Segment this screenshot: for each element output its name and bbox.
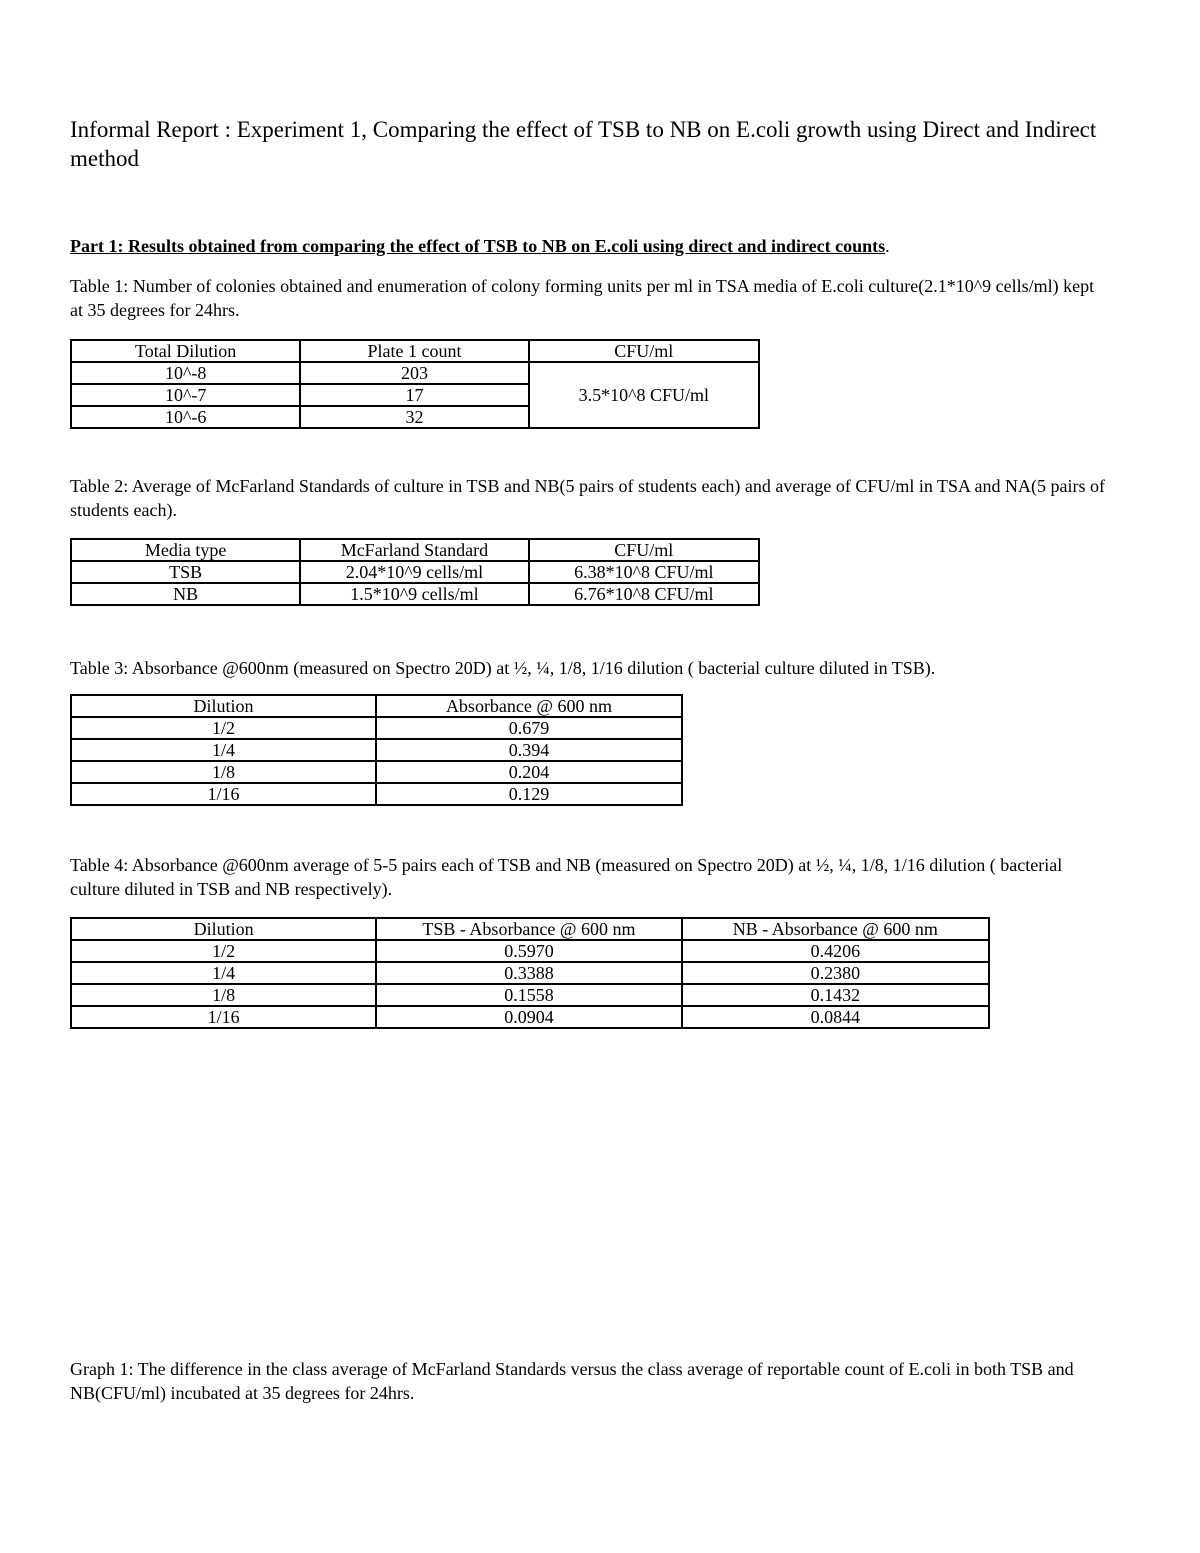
table-row: [71, 940, 989, 962]
table1: [70, 339, 760, 429]
table-row: [71, 583, 759, 605]
table4-dilution-cell: 1/4: [71, 962, 376, 984]
table4-caption: Table 4: Absorbance @600nm average of 5-5 pairs each of TSB and NB (measured on Spectro 20D) at ½, ¼, 1/8, 1/16 dilution ( bacterial culture diluted in TSB and NB respectively).: [70, 855, 1063, 899]
table1-count-cell: 32: [300, 406, 528, 428]
table2-cfu-cell: 6.76*10^8 CFU/ml: [529, 583, 759, 605]
table4-nb-cell: 0.2380: [682, 962, 989, 984]
table-row: [71, 362, 759, 384]
table4-dilution-cell: 1/16: [71, 1006, 376, 1028]
table4-nb-cell: 0.1432: [682, 984, 989, 1006]
table3-caption: Table 3: Absorbance @600nm (measured on Spectro 20D) at ½, ¼, 1/8, 1/16 dilution ( bacterial culture diluted in TSB).: [70, 658, 936, 678]
table4-tsb-cell: 0.5970: [376, 940, 681, 962]
table2-header-row: [71, 539, 759, 561]
table4-header-cell: TSB - Absorbance @ 600 nm: [376, 918, 681, 940]
table1-caption: Table 1: Number of colonies obtained and enumeration of colony forming units per ml in TSA media of E.coli culture(2.1*10^9 cells/ml) kept at 35 degrees for 24hrs.: [70, 276, 1095, 320]
table4-tsb-cell: 0.1558: [376, 984, 681, 1006]
table4-header-cell: NB - Absorbance @ 600 nm: [682, 918, 989, 940]
table3-dilution-cell: 1/8: [71, 761, 376, 783]
table-row: [71, 962, 989, 984]
table2-mcfarland-cell: 2.04*10^9 cells/ml: [300, 561, 528, 583]
table4-header-row: [71, 918, 989, 940]
table-row: [71, 739, 682, 761]
table1-count-cell: 203: [300, 362, 528, 384]
part1-heading: [70, 234, 890, 258]
table3-absorbance-cell: 0.679: [376, 717, 682, 739]
table-row: [71, 717, 682, 739]
table1-header-cell: Total Dilution: [71, 340, 300, 362]
table-row: [71, 984, 989, 1006]
table2-cfu-cell: 6.38*10^8 CFU/ml: [529, 561, 759, 583]
table3-dilution-cell: 1/4: [71, 739, 376, 761]
table3-absorbance-cell: 0.204: [376, 761, 682, 783]
table-row: [71, 783, 682, 805]
table1-header-cell: Plate 1 count: [300, 340, 528, 362]
part1-heading-period: .: [885, 236, 890, 256]
table3-absorbance-cell: 0.129: [376, 783, 682, 805]
page-title: Informal Report : Experiment 1, Comparing the effect of TSB to NB on E.coli growth using Direct and Indirect method: [70, 117, 1097, 171]
table-row: [71, 561, 759, 583]
table3-dilution-cell: 1/16: [71, 783, 376, 805]
table3-dilution-cell: 1/2: [71, 717, 376, 739]
table3-header-cell: Absorbance @ 600 nm: [376, 695, 682, 717]
table4-dilution-cell: 1/8: [71, 984, 376, 1006]
table2-header-cell: Media type: [71, 539, 300, 561]
table3-absorbance-cell: 0.394: [376, 739, 682, 761]
table4-header-cell: Dilution: [71, 918, 376, 940]
table1-cfu-merged-cell: 3.5*10^8 CFU/ml: [529, 362, 759, 428]
table4-tsb-cell: 0.3388: [376, 962, 681, 984]
table4-tsb-cell: 0.0904: [376, 1006, 681, 1028]
table1-header-row: [71, 340, 759, 362]
table1-header-cell: CFU/ml: [529, 340, 759, 362]
table2-caption: Table 2: Average of McFarland Standards of culture in TSB and NB(5 pairs of students each) and average of CFU/ml in TSA and NA(5 pairs of students each).: [70, 476, 1106, 520]
table4-dilution-cell: 1/2: [71, 940, 376, 962]
graph1-caption: Graph 1: The difference in the class average of McFarland Standards versus the class average of reportable count of E.coli in both TSB and NB(CFU/ml) incubated at 35 degrees for 24hrs.: [70, 1359, 1074, 1403]
table2-media-cell: NB: [71, 583, 300, 605]
table3-header-row: [71, 695, 682, 717]
table2-media-cell: TSB: [71, 561, 300, 583]
table4-nb-cell: 0.4206: [682, 940, 989, 962]
table2: [70, 538, 760, 606]
table3-header-cell: Dilution: [71, 695, 376, 717]
table1-dilution-cell: 10^-7: [71, 384, 300, 406]
table-row: [71, 761, 682, 783]
table4: [70, 917, 990, 1029]
table1-dilution-cell: 10^-6: [71, 406, 300, 428]
table2-header-cell: CFU/ml: [529, 539, 759, 561]
table1-dilution-cell: 10^-8: [71, 362, 300, 384]
table2-header-cell: McFarland Standard: [300, 539, 528, 561]
table4-nb-cell: 0.0844: [682, 1006, 989, 1028]
table-row: [71, 1006, 989, 1028]
table2-mcfarland-cell: 1.5*10^9 cells/ml: [300, 583, 528, 605]
part1-heading-text: Part 1: Results obtained from comparing the effect of TSB to NB on E.coli using direct and indirect counts: [70, 236, 886, 256]
table1-count-cell: 17: [300, 384, 528, 406]
table3: [70, 694, 683, 806]
